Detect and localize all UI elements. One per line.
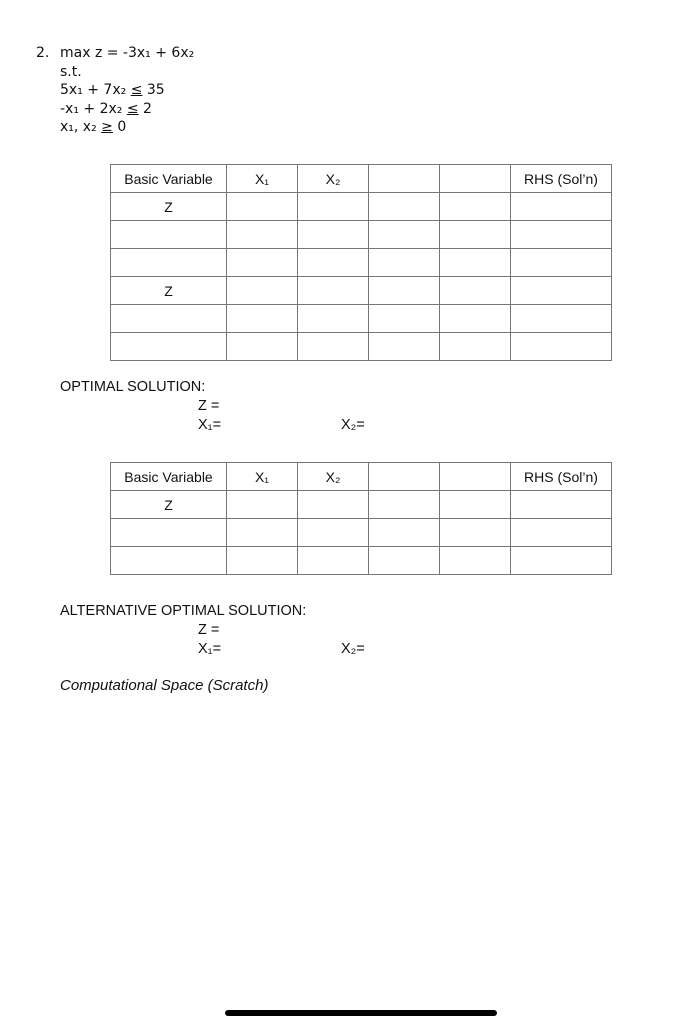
problem-statement xyxy=(36,44,194,137)
table-cell[interactable] xyxy=(511,305,612,333)
table-cell[interactable] xyxy=(227,491,298,519)
table-cell[interactable] xyxy=(511,193,612,221)
table-cell[interactable] xyxy=(440,277,511,305)
basic-variable-cell[interactable] xyxy=(111,547,227,575)
basic-variable-cell[interactable] xyxy=(111,249,227,277)
table-cell[interactable] xyxy=(369,491,440,519)
table-cell[interactable] xyxy=(440,519,511,547)
table-cell[interactable] xyxy=(227,221,298,249)
table-row xyxy=(111,305,612,333)
table-row xyxy=(111,277,612,305)
table-cell[interactable] xyxy=(440,221,511,249)
nonnegativity-lhs: x₁, x₂ xyxy=(60,119,102,135)
alternative-x1-label: X₁= xyxy=(198,641,222,657)
constraint-2 xyxy=(36,100,194,119)
table-cell[interactable] xyxy=(440,193,511,221)
table-cell[interactable] xyxy=(369,547,440,575)
table-cell[interactable] xyxy=(369,221,440,249)
table-cell[interactable] xyxy=(369,277,440,305)
table-cell[interactable] xyxy=(369,305,440,333)
nonnegativity-rhs: 0 xyxy=(112,119,127,135)
basic-variable-cell: Z xyxy=(111,277,227,305)
header-x2: X₂ xyxy=(298,463,369,491)
simplex-tableau-1 xyxy=(110,164,612,361)
table-cell[interactable] xyxy=(511,491,612,519)
table-cell[interactable] xyxy=(298,333,369,361)
simplex-tableau-2 xyxy=(110,462,612,575)
table-row xyxy=(111,333,612,361)
table-cell[interactable] xyxy=(511,249,612,277)
table-cell[interactable] xyxy=(298,193,369,221)
table-cell[interactable] xyxy=(440,333,511,361)
nonnegativity-operator: ≥ xyxy=(101,119,113,135)
basic-variable-cell[interactable] xyxy=(111,221,227,249)
header-blank-2[interactable] xyxy=(440,165,511,193)
header-blank-1[interactable] xyxy=(369,463,440,491)
nonnegativity-constraint xyxy=(36,118,194,137)
basic-variable-cell[interactable] xyxy=(111,305,227,333)
table-cell[interactable] xyxy=(511,277,612,305)
table-cell[interactable] xyxy=(298,519,369,547)
table-cell[interactable] xyxy=(227,277,298,305)
table-cell[interactable] xyxy=(298,277,369,305)
optimal-z-label: Z = xyxy=(198,398,220,414)
basic-variable-cell[interactable] xyxy=(111,333,227,361)
table-row xyxy=(111,491,612,519)
table-cell[interactable] xyxy=(298,547,369,575)
alternative-x2-label: X₂= xyxy=(341,641,365,657)
table-cell[interactable] xyxy=(298,491,369,519)
table-cell[interactable] xyxy=(440,547,511,575)
alternative-z-label: Z = xyxy=(198,622,220,638)
optimal-solution-heading: OPTIMAL SOLUTION: xyxy=(60,379,206,395)
home-indicator[interactable] xyxy=(225,1010,497,1016)
table-cell[interactable] xyxy=(298,221,369,249)
table-cell[interactable] xyxy=(440,491,511,519)
table-cell[interactable] xyxy=(227,193,298,221)
table-cell[interactable] xyxy=(227,249,298,277)
table-cell[interactable] xyxy=(298,249,369,277)
scratch-space-label: Computational Space (Scratch) xyxy=(60,677,269,694)
header-basic-variable: Basic Variable xyxy=(111,463,227,491)
table-row xyxy=(111,221,612,249)
objective-line xyxy=(36,44,194,63)
table-header-row xyxy=(111,165,612,193)
table-cell[interactable] xyxy=(511,519,612,547)
optimal-x2-label: X₂= xyxy=(341,417,365,433)
table-cell[interactable] xyxy=(369,193,440,221)
problem-number: 2. xyxy=(36,45,50,61)
table-cell[interactable] xyxy=(227,519,298,547)
table-cell[interactable] xyxy=(440,305,511,333)
table-row xyxy=(111,193,612,221)
header-x1: X₁ xyxy=(227,463,298,491)
constraint-1-lhs: 5x₁ + 7x₂ xyxy=(60,82,131,98)
table-cell[interactable] xyxy=(227,333,298,361)
constraint-2-lhs: -x₁ + 2x₂ xyxy=(60,100,127,117)
objective-function: max z = -3x₁ + 6x₂ xyxy=(60,45,195,61)
alternative-solution-heading: ALTERNATIVE OPTIMAL SOLUTION: xyxy=(60,603,307,619)
table-cell[interactable] xyxy=(369,249,440,277)
table-row xyxy=(111,547,612,575)
table-cell[interactable] xyxy=(298,305,369,333)
header-x2: X₂ xyxy=(298,165,369,193)
constraint-2-rhs: 2 xyxy=(138,100,152,117)
constraint-2-operator: ≤ xyxy=(126,100,139,117)
basic-variable-cell: Z xyxy=(111,193,227,221)
table-cell[interactable] xyxy=(511,333,612,361)
table-cell[interactable] xyxy=(369,519,440,547)
table-cell[interactable] xyxy=(227,305,298,333)
basic-variable-cell: Z xyxy=(111,491,227,519)
optimal-x1-label: X₁= xyxy=(198,417,222,433)
table-header-row xyxy=(111,463,612,491)
table-row xyxy=(111,249,612,277)
table-cell[interactable] xyxy=(227,547,298,575)
constraint-1-rhs: 35 xyxy=(142,82,165,98)
basic-variable-cell[interactable] xyxy=(111,519,227,547)
header-rhs: RHS (Sol’n) xyxy=(511,165,612,193)
header-blank-1[interactable] xyxy=(369,165,440,193)
table-cell[interactable] xyxy=(511,547,612,575)
table-cell[interactable] xyxy=(440,249,511,277)
subject-to: s.t. xyxy=(60,63,82,80)
constraint-1 xyxy=(36,81,194,100)
header-blank-2[interactable] xyxy=(440,463,511,491)
table-cell[interactable] xyxy=(511,221,612,249)
constraint-1-operator: ≤ xyxy=(130,82,143,98)
header-rhs: RHS (Sol’n) xyxy=(511,463,612,491)
table-row xyxy=(111,519,612,547)
header-x1: X₁ xyxy=(227,165,298,193)
header-basic-variable: Basic Variable xyxy=(111,165,227,193)
table-cell[interactable] xyxy=(369,333,440,361)
